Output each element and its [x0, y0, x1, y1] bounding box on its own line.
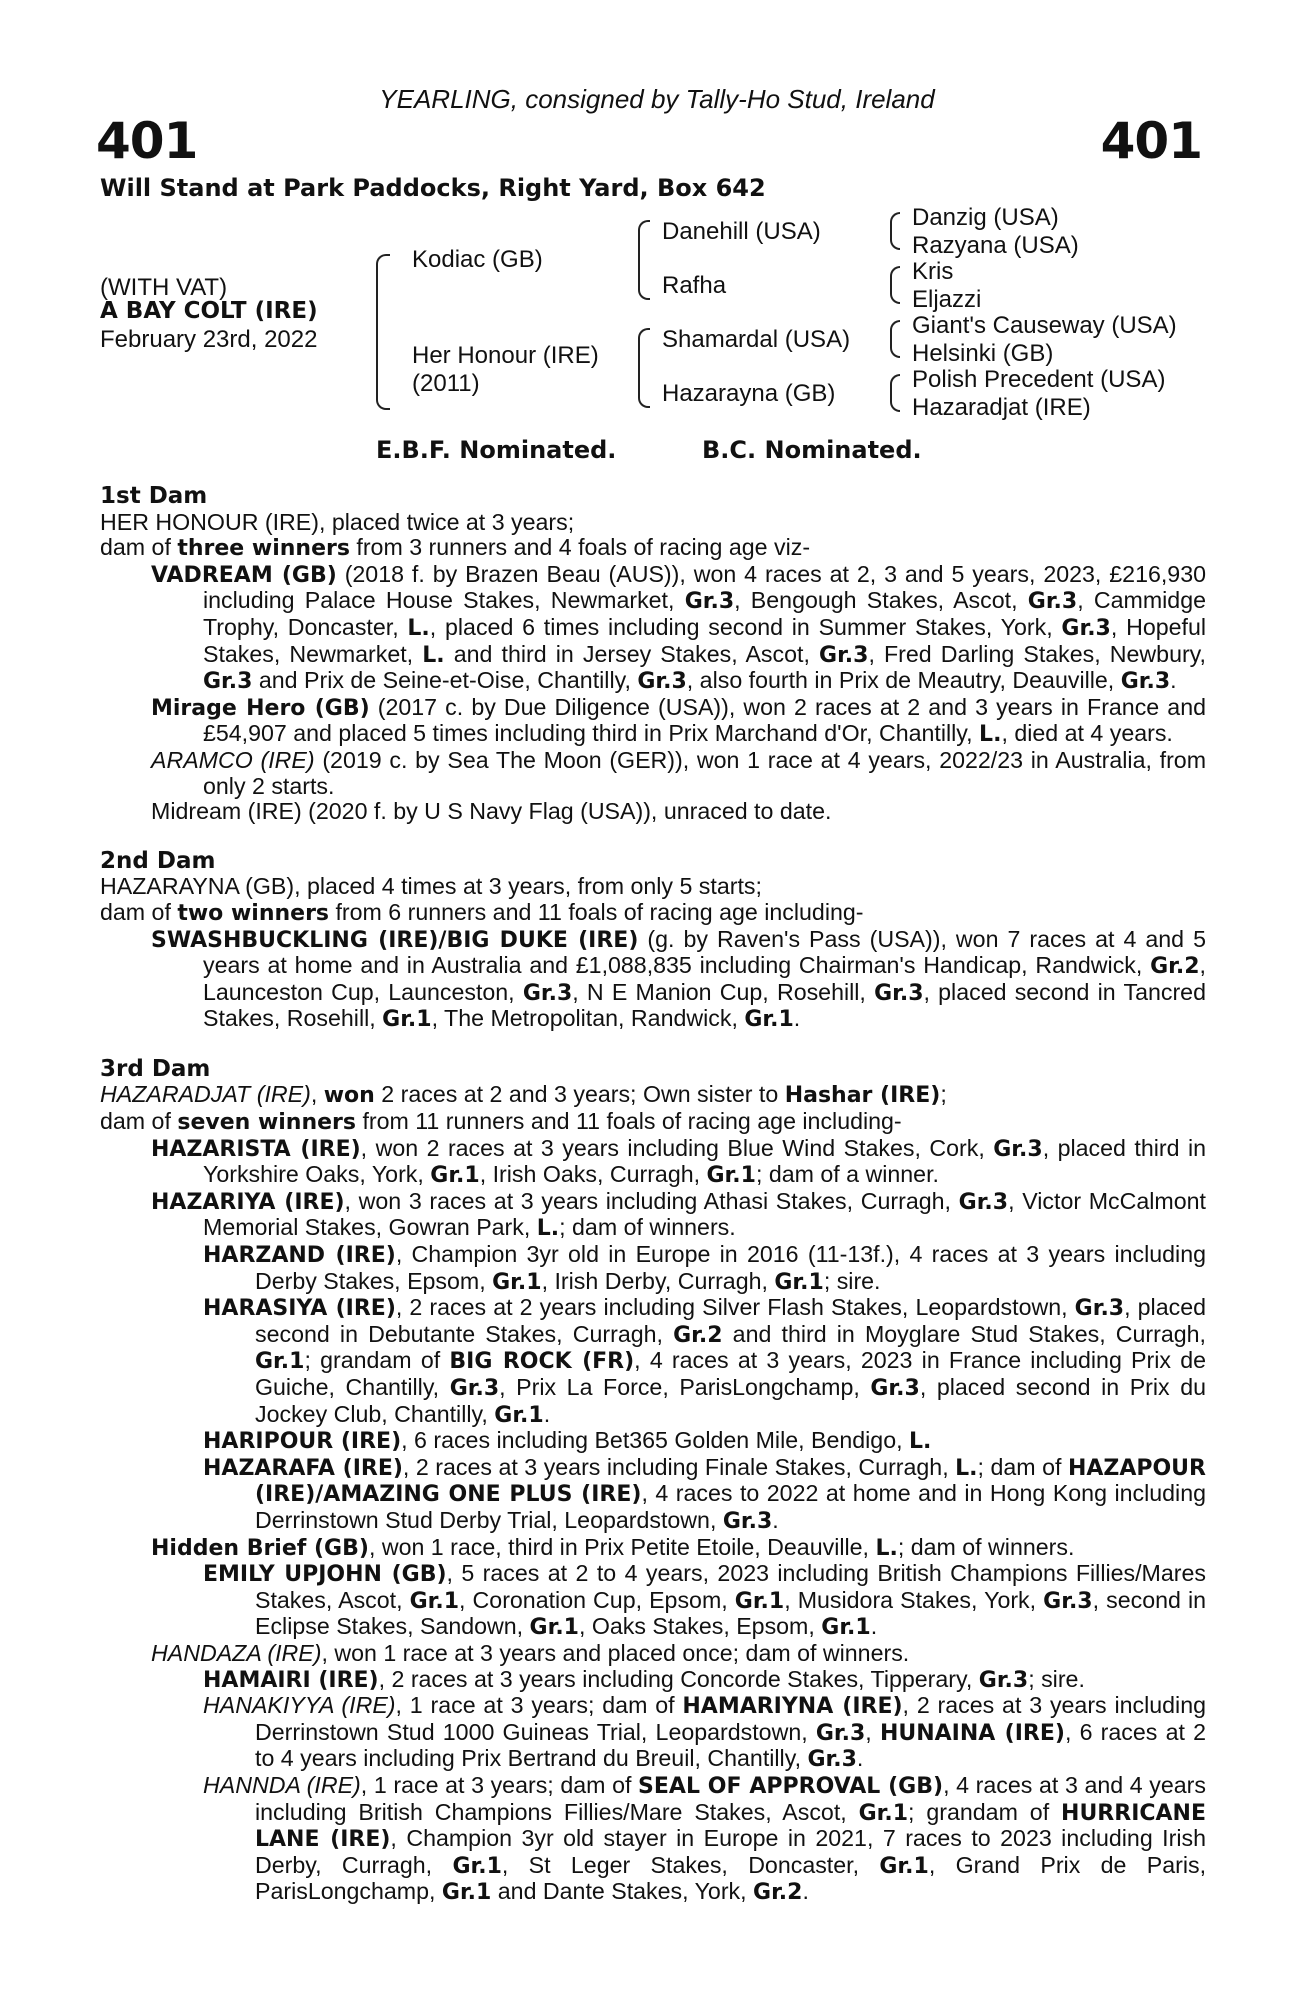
bc-nomination: B.C. Nominated. [702, 436, 922, 464]
text-run: Hidden Brief (GB) [151, 1535, 369, 1561]
text-run: , [310, 1081, 324, 1108]
record-paragraph [100, 1455, 1206, 1535]
text-run: Gr.3 [1074, 1296, 1125, 1322]
text-run: 2 races at 2 and 3 years; Own sister to [374, 1081, 785, 1108]
text-run: (2017 c. by Due Diligence (USA)), won 2 races at 2 and 3 years in France and £54,907 and placed 5 times including third in Prix Marchand d'Or, Chantilly, [203, 693, 1206, 747]
text-run: three winners [177, 536, 350, 562]
text-run: . [543, 1400, 551, 1427]
record-paragraph [100, 1667, 1206, 1694]
text-run: Gr.2 [753, 1880, 803, 1906]
record-paragraph [100, 799, 1206, 825]
text-run: Gr.3 [203, 669, 253, 695]
text-run: HAZARAYNA (GB), placed 4 times at 3 years, from only 5 starts; [100, 873, 762, 900]
text-run: Gr.3 [684, 589, 735, 615]
pedigree-sire-sire: Danehill (USA) [662, 218, 821, 245]
pedigree-sss: Danzig (USA) [912, 204, 1059, 231]
text-run: Gr.2 [1150, 954, 1200, 980]
text-run: Gr.3 [807, 1747, 857, 1773]
text-run: ; sire. [1028, 1665, 1085, 1692]
pedigree-dam-year: (2011) [412, 370, 480, 397]
text-run: , placed 6 times including second in Summer Stakes, York, [429, 613, 1062, 640]
text-run: . [772, 1506, 779, 1533]
pedigree-dss: Giant's Causeway (USA) [912, 312, 1177, 339]
text-run: , placed third in Yorkshire Oaks, York, [203, 1134, 1207, 1188]
text-run: and third in Jersey Stakes, Ascot, [444, 640, 820, 667]
text-run: two winners [177, 900, 330, 926]
text-run: ; dam of winners. [897, 1533, 1075, 1560]
text-run: and Dante Stakes, York, [491, 1878, 754, 1905]
text-run: HAZARIYA (IRE) [151, 1189, 345, 1215]
text-run: , Champion 3yr old stayer in Europe in 2021, 7 races to 2023 including Irish Derby, Curragh, [255, 1825, 1206, 1878]
text-run: from 11 runners and 11 foals of racing age including- [356, 1108, 902, 1135]
text-run: , placed second in Debutante Stakes, Curragh, [255, 1294, 1206, 1347]
text-run: , 2 races at 3 years including Derrinstown Stud 1000 Guineas Trial, Leopardstown, [255, 1692, 1206, 1745]
catalogue-header: YEARLING, consigned by Tally-Ho Stud, Ireland [379, 84, 935, 114]
text-run: , 2 races at 2 years including Silver Flash Stakes, Leopardstown, [395, 1294, 1075, 1321]
record-paragraph [100, 748, 1206, 799]
record-paragraph [100, 1189, 1206, 1242]
text-run: ; grandam of [908, 1798, 1062, 1825]
text-run: Gr.3 [815, 1720, 866, 1746]
text-run: Gr.1 [821, 1615, 871, 1641]
text-run: , won 2 races at 3 years including Blue Wind Stakes, Cork, [360, 1134, 994, 1161]
text-run: , The Metropolitan, Randwick, [431, 1005, 745, 1032]
horse-name: A BAY COLT (IRE) [100, 298, 318, 324]
text-run: Gr.1 [255, 1349, 305, 1375]
pedigree-sds: Kris [912, 258, 954, 285]
text-run: and third in Moyglare Stud Stakes, Curragh, [722, 1320, 1206, 1347]
record-paragraph [100, 1535, 1206, 1562]
text-run: Gr.3 [978, 1667, 1029, 1693]
text-run: . [802, 1878, 809, 1905]
text-run: , Fred Darling Stakes, Newbury, [868, 640, 1207, 667]
text-run: , 1 race at 3 years; dam of [360, 1771, 639, 1798]
record-paragraph [100, 535, 1206, 562]
text-run: Gr.3 [522, 980, 573, 1006]
text-run: HANDAZA (IRE) [151, 1639, 322, 1666]
text-run: HAZARAFA (IRE) [203, 1455, 403, 1481]
text-run: (2019 c. by Sea The Moon (GER)), won 1 race at 4 years, 2022/23 in Australia, from only 2 starts. [203, 746, 1207, 799]
text-run: Gr.3 [1120, 669, 1171, 695]
pedigree-dsd: Helsinki (GB) [912, 340, 1054, 367]
text-run: Gr.1 [492, 1269, 542, 1295]
text-run: , died at 4 years. [1001, 720, 1173, 747]
text-run: Gr.3 [1043, 1588, 1093, 1614]
text-run: Gr.1 [858, 1800, 909, 1826]
text-run: ; sire. [823, 1267, 881, 1294]
text-run: HURRICANE LANE (IRE) [255, 1800, 1206, 1853]
text-run: Gr.1 [706, 1163, 756, 1189]
text-run: , 2 races at 3 years including Finale Stakes, Curragh, [402, 1453, 956, 1480]
text-run: , N E Manion Cup, Rosehill, [572, 978, 875, 1005]
record-paragraph [100, 695, 1206, 748]
record-paragraph [100, 1242, 1206, 1295]
text-run: , placed second in Prix du Jockey Club, Chantilly, [255, 1374, 1207, 1427]
lot-number-left: 401 [96, 112, 198, 170]
text-run: Gr.1 [734, 1588, 785, 1614]
record-paragraph [100, 562, 1206, 695]
text-run: VADREAM (GB) [151, 562, 337, 588]
record-paragraph [100, 1773, 1206, 1906]
text-run: , won 1 race, third in Prix Petite Etoile, Deauville, [368, 1533, 876, 1560]
text-run: , Victor McCalmont Memorial Stakes, Gowran Park, [203, 1187, 1206, 1241]
text-run: , Musidora Stakes, York, [784, 1586, 1044, 1613]
text-run: . [793, 1005, 801, 1032]
text-run: ARAMCO (IRE) [151, 746, 315, 773]
text-run: (g. by Raven's Pass (USA)), won 7 races at 4 and 5 years at home and in Australia and £1,088,835 including Chairman's Handicap, Randwick, [203, 925, 1206, 979]
text-run: Gr.1 [529, 1615, 579, 1641]
record-paragraph [100, 1641, 1206, 1667]
produce-record [100, 484, 1206, 1906]
record-paragraph [100, 900, 1206, 927]
text-run: HARASIYA (IRE) [203, 1296, 396, 1322]
text-run: HAZARISTA (IRE) [151, 1136, 361, 1162]
text-run: and Prix de Seine-et-Oise, Chantilly, [252, 667, 638, 694]
text-run: Gr.1 [744, 1007, 794, 1033]
pedigree-sire: Kodiac (GB) [412, 246, 543, 273]
record-paragraph [100, 1428, 1206, 1455]
text-run: HAMARIYNA (IRE) [682, 1694, 903, 1720]
text-run: , Bengough Stakes, Ascot, [734, 587, 1028, 614]
text-run: , 4 races to 2022 at home and in Hong Kong including Derrinstown Stud Derby Trial, Leopardstown, [255, 1480, 1206, 1533]
text-run: L. [955, 1455, 978, 1481]
record-paragraph [100, 874, 1206, 900]
text-run: , placed second in Tancred Stakes, Rosehill, [203, 978, 1206, 1032]
text-run: L. [407, 615, 430, 641]
text-run: Gr.3 [1061, 615, 1111, 641]
text-run: Gr.3 [1027, 589, 1078, 615]
section-heading: 3rd Dam [100, 1055, 211, 1082]
text-run: HANNDA (IRE) [203, 1771, 361, 1798]
pedigree-brace-sire [638, 220, 650, 300]
record-paragraph [100, 1561, 1206, 1641]
text-run: HARZAND (IRE) [203, 1243, 396, 1269]
pedigree-brace-sd [890, 266, 900, 304]
text-run: from 3 runners and 4 foals of racing age viz- [349, 534, 811, 561]
text-run: EMILY UPJOHN (GB) [203, 1562, 447, 1588]
text-run: Midream (IRE) (2020 f. by U S Navy Flag (USA)), unraced to date. [151, 798, 832, 825]
text-run: , 4 races at 3 years, 2023 in France including Prix de Guiche, Chantilly, [255, 1347, 1206, 1400]
text-run: , Grand Prix de Paris, ParisLongchamp, [255, 1851, 1207, 1905]
text-run: Gr.1 [409, 1588, 460, 1614]
text-run: SWASHBUCKLING (IRE)/BIG DUKE (IRE) [151, 927, 639, 953]
pedigree-brace-ss [890, 212, 900, 250]
text-run: , Prix La Force, ParisLongchamp, [499, 1374, 871, 1400]
text-run: Mirage Hero (GB) [151, 695, 370, 721]
pedigree-brace-ds [890, 320, 900, 358]
text-run: , Coronation Cup, Epsom, [459, 1586, 735, 1613]
record-paragraph [100, 1082, 1206, 1109]
text-run: Gr.3 [993, 1136, 1043, 1162]
text-run: ; dam of [977, 1453, 1068, 1480]
text-run: , Launceston Cup, Launceston, [203, 952, 1206, 1005]
text-run: won [323, 1083, 375, 1109]
record-paragraph [100, 1693, 1206, 1773]
text-run: , 4 races at 3 and 4 years including British Champions Fillies/Mare Stakes, Ascot, [255, 1771, 1206, 1825]
text-run: dam of [100, 898, 178, 925]
text-run: Gr.3 [637, 669, 687, 695]
text-run: HAZARADJAT (IRE) [100, 1081, 311, 1108]
text-run: L. [422, 642, 445, 668]
text-run: . [856, 1745, 864, 1772]
text-run: , also fourth in Prix de Meautry, Deauville, [686, 667, 1121, 694]
text-run: L. [875, 1535, 898, 1561]
text-run: , Cammidge Trophy, Doncaster, [203, 587, 1206, 640]
text-run: , 5 races at 2 to 4 years, 2023 including British Champions Fillies/Mares Stakes, Ascot, [255, 1560, 1206, 1613]
text-run: HAMAIRI (IRE) [203, 1667, 379, 1693]
record-paragraph [100, 510, 1206, 536]
text-run: Gr.1 [879, 1853, 929, 1879]
text-run: , won 1 race at 3 years and placed once; dam of winners. [321, 1639, 910, 1666]
text-run: Gr.3 [958, 1189, 1009, 1215]
text-run: Gr.3 [870, 1376, 920, 1401]
text-run: HER HONOUR (IRE), placed twice at 3 years; [100, 508, 575, 535]
record-paragraph [100, 1109, 1206, 1136]
record-paragraph [100, 1136, 1206, 1189]
text-run: , St Leger Stakes, Doncaster, [501, 1851, 880, 1878]
text-run: , Irish Oaks, Curragh, [479, 1161, 707, 1188]
vat-note: (WITH VAT) [100, 274, 228, 301]
text-run: , Hopeful Stakes, Newmarket, [203, 613, 1206, 667]
text-run: HARIPOUR (IRE) [203, 1429, 402, 1455]
horse-dob: February 23rd, 2022 [100, 326, 318, 353]
pedigree-sdd: Eljazzi [912, 286, 982, 313]
text-run: , 2 races at 3 years including Concorde Stakes, Tipperary, [378, 1665, 979, 1692]
text-run: . [870, 1613, 878, 1640]
text-run: Gr.1 [452, 1853, 502, 1879]
pedigree-dam: Her Honour (IRE) [412, 342, 599, 369]
record-paragraph [100, 1295, 1206, 1428]
text-run: dam of [100, 534, 178, 561]
record-paragraph [100, 927, 1206, 1033]
text-run: , 6 races at 2 to 4 years including Prix Bertrand du Breuil, Chantilly, [255, 1718, 1206, 1772]
text-run: , 1 race at 3 years; dam of [395, 1692, 683, 1719]
text-run: , won 3 races at 3 years including Athasi Stakes, Curragh, [344, 1187, 959, 1214]
pedigree-sire-dam: Rafha [662, 272, 727, 299]
text-run: SEAL OF APPROVAL (GB) [638, 1773, 944, 1799]
text-run: Gr.1 [774, 1269, 824, 1295]
text-run: ; dam of a winner. [755, 1161, 939, 1188]
section-heading: 2nd Dam [100, 847, 216, 874]
text-run: L. [909, 1429, 932, 1455]
pedigree-dds: Polish Precedent (USA) [912, 366, 1166, 393]
text-run: Gr.1 [382, 1007, 432, 1033]
pedigree-brace-dd [890, 374, 900, 412]
pedigree-ddd: Hazaradjat (IRE) [912, 394, 1091, 421]
lot-number-right: 401 [1100, 112, 1202, 170]
text-run: Gr.1 [441, 1880, 492, 1906]
text-run: , Irish Derby, Curragh, [541, 1267, 775, 1294]
text-run: HANAKIYYA (IRE) [203, 1692, 396, 1719]
text-run: , [865, 1718, 880, 1745]
text-run: , second in Eclipse Stakes, Sandown, [255, 1586, 1206, 1640]
text-run: ; grandam of [304, 1347, 450, 1374]
text-run: Gr.3 [874, 980, 924, 1006]
text-run: , Oaks Stakes, Epsom, [578, 1613, 822, 1640]
text-run: L. [536, 1216, 560, 1242]
text-run: Gr.1 [494, 1402, 544, 1428]
text-run: Gr.3 [819, 642, 869, 668]
text-run: HUNAINA (IRE) [879, 1720, 1065, 1746]
text-run: HAZAPOUR (IRE)/AMAZING ONE PLUS (IRE) [255, 1455, 1206, 1508]
text-run: from 6 runners and 11 foals of racing age including- [329, 898, 864, 925]
text-run: dam of [100, 1108, 178, 1135]
text-run: , Champion 3yr old in Europe in 2016 (11-13f.), 4 races at 3 years including Derby Stakes, Epsom, [255, 1241, 1206, 1294]
pedigree-ssd: Razyana (USA) [912, 232, 1079, 259]
text-run: Gr.3 [722, 1508, 773, 1534]
text-run: Hashar (IRE) [784, 1083, 941, 1109]
text-run: L. [979, 722, 1002, 748]
section-heading: 1st Dam [100, 483, 208, 509]
text-run: (2018 f. by Brazen Beau (AUS)), won 4 races at 2, 3 and 5 years, 2023, £216,930 including Palace House Stakes, Newmarket, [203, 560, 1206, 614]
pedigree-brace-dam [638, 328, 650, 408]
pedigree-brace-main [376, 254, 390, 410]
pedigree-dam-dam: Hazarayna (GB) [662, 380, 836, 407]
text-run: Gr.3 [449, 1376, 500, 1401]
text-run: seven winners [177, 1110, 356, 1136]
stand-location: Will Stand at Park Paddocks, Right Yard, Box 642 [100, 174, 766, 202]
text-run: Gr.2 [673, 1322, 723, 1348]
pedigree-dam-sire: Shamardal (USA) [662, 326, 851, 353]
text-run: Gr.1 [430, 1163, 480, 1189]
text-run: ; [940, 1081, 947, 1108]
ebf-nomination: E.B.F. Nominated. [376, 436, 617, 464]
text-run: . [1170, 667, 1177, 694]
text-run: , 6 races including Bet365 Golden Mile, Bendigo, [401, 1427, 909, 1454]
text-run: ; dam of winners. [559, 1214, 736, 1241]
text-run: BIG ROCK (FR) [449, 1349, 635, 1375]
